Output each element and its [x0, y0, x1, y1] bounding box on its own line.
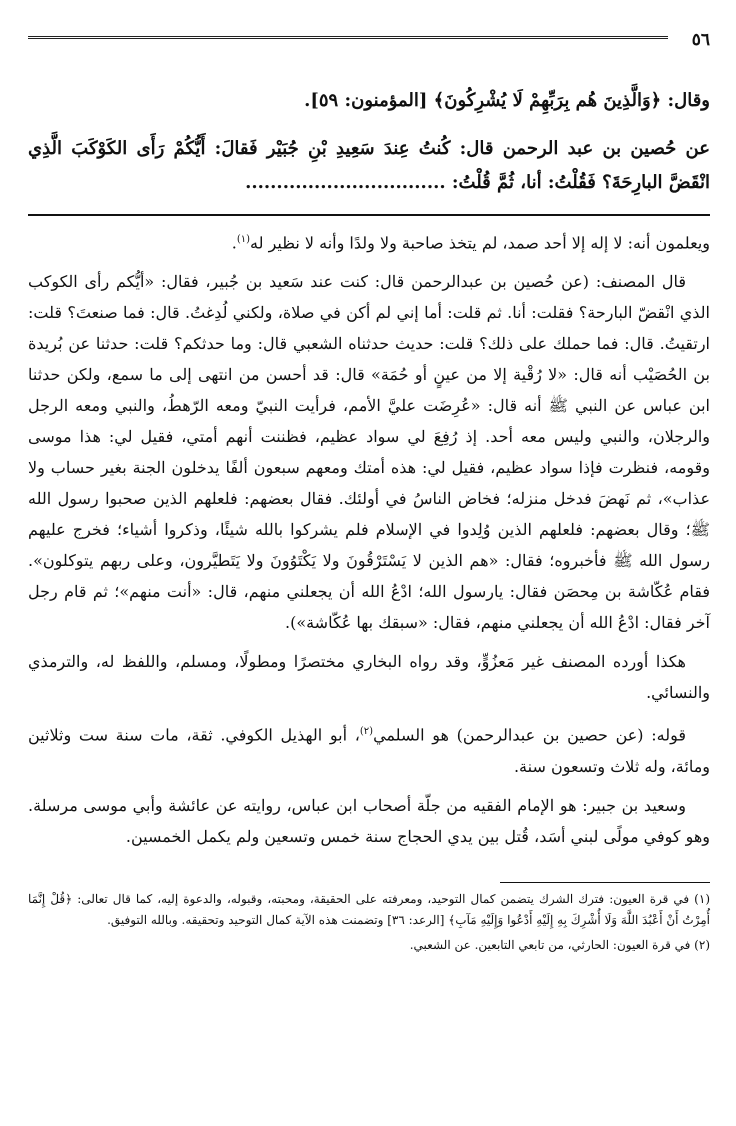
commentary-paragraph	[28, 224, 710, 258]
matn-hadith-text: عن حُصين بن عبد الرحمن قال: كُنتُ عِندَ سَعِيدِ بْنِ جُبَيْر فَقالَ: أَيُّكُمْ رَأَى الكَوْكَبَ الَّذِي انْقَضَّ البارِحَةَ؟ فَقُلْتُ: أنا، ثُمَّ قُلْتُ:	[28, 138, 710, 193]
commentary-text: ويعلمون أنه: لا إله إلا أحد صمد، لم يتخذ صاحبة ولا ولدًا وأنه لا نظير له	[250, 233, 710, 253]
matn-hadith-quote	[28, 132, 710, 200]
commentary-text-cont: ، أبو الهذيل الكوفي. ثقة، مات سنة ست وثلاثين ومائة، وله ثلاث وتسعون سنة.	[28, 725, 710, 776]
page-header	[28, 22, 710, 52]
section-divider	[28, 214, 710, 216]
footnote-2: (٢) في قرة العيون: الحارثي، من تابعي التابعين. عن الشعبي.	[409, 937, 710, 952]
book-page	[28, 22, 710, 1112]
ellipsis-dots: ................................	[245, 172, 446, 193]
main-text-block	[28, 84, 710, 200]
commentary-paragraph: قال المصنف: (عن حُصين بن عبدالرحمن قال: كنت عند سَعيد بن جُبير، فقال: «أيُّكم رأى الكوكب الذي انْقضّ البارحة؟ فقلت: أنا. ثم قلت: أما إني لم أكن في صلاة، ولكني لُدِغتُ. قال: فما صنعتَ؟ قلت: ارتقيتُ. قال: فما حملك على ذلك؟ قلت: حديث حدثناه الشعبي قال: وما حدثكم؟ قلت: حدثنا عن بُريدة بن الحُصَيْب أنه قال: «لا رُقْية إلا من عينٍ أو حُمَة» قال: قد أحسن من انتهى إلى ما سمع، ولكن حدثنا ابن عباس عن النبي ﷺ أنه قال: «عُرِضَت عليَّ الأمم، فرأيت النبيّ ومعه الرّهطُ، والنبي ومعه الرجل والرجلان، والنبي وليس معه أحد. إذ رُفِعَ لي سواد عظيم، فظننت أنهم أمتي، فقيل لي: هذا موسى وقومه، فنظرت فإذا سواد عظيم، فقيل لي: هذه أمتك ومعهم سبعون ألفًا يدخلون الجنة بغير حساب ولا عذاب»، ثم نَهضَ فدخل منزله؛ فخاض الناسُ في أولئك. فقال بعضهم: فلعلهم الذين صحبوا رسول الله ﷺ؛ وقال بعضهم: فلعلهم الذين وُلِدوا في الإسلام فلم يشركوا بالله شيئًا، وذكروا أشياء؛ فخرج عليهم رسول الله ﷺ فأخبروه؛ فقال: «هم الذين لا يَسْتَرْقُونَ ولا يَكْتَوُونَ ولا يَتَطيَّرون، وعلى ربهم يتوكلون». فقام عُكّاشة بن مِحصَن فقال: يارسول الله؛ ادْعُ الله أن يجعلني منهم، قال: «أنت منهم»؛ ثم قام رجل آخر فقال: ادْعُ الله أن يجعلني منهم، فقال: «سبقك بها عُكّاشة»).	[28, 272, 711, 633]
commentary-paragraph: وسعيد بن جبير: هو الإمام الفقيه من جلّة أصحاب ابن عباس، روايته عن عائشة وأبي موسى مرسلة. وهو كوفي مولًى لبني أسَد، قُتل بين يدي الحجاج سنة خمس وتسعين ولم يكمل الخمسين.	[28, 795, 710, 846]
commentary-paragraph	[28, 716, 710, 781]
footnote-ref: (٢)	[359, 726, 374, 738]
commentary-text-end: .	[231, 233, 237, 253]
footnotes-block	[28, 889, 710, 956]
footnote-1: (١) في قرة العيون: فترك الشرك يتضمن كمال التوحيد، ومعرفته على الحقيقة، ومحبته، وقبوله، والدعوة إليه، كما قال تعالى: ﴿قُلْ إِنَّمَا أُمِرْتُ أَنْ أَعْبُدَ اللَّهَ وَلَا أُشْرِكَ بِهِ إِلَيْهِ أَدْعُوا وَإِلَيْهِ مَآبِ﴾ [الرعد: ٣٦] وتضمنت هذه الآية كمال التوحيد وتحقيقه. وبالله التوفيق.	[28, 891, 710, 927]
footnote-divider	[500, 882, 710, 883]
commentary-text: قوله: (عن حصين بن عبدالرحمن) هو السلمي	[373, 725, 686, 745]
commentary-block	[28, 224, 710, 852]
commentary-paragraph: هكذا أورده المصنف غير مَعزُوٍّ، وقد رواه البخاري مختصرًا ومطولًا، ومسلم، واللفظ له، والترمذي والنسائي.	[28, 652, 710, 703]
header-double-rule	[28, 36, 668, 41]
page-number: ٥٦	[691, 30, 710, 50]
footnote-ref: (١)	[236, 234, 251, 245]
matn-quran-verse: وقال: ﴿وَالَّذِينَ هُم بِرَبِّهِمْ لَا يُشْرِكُونَ﴾ [المؤمنون: ٥٩].	[304, 90, 710, 111]
